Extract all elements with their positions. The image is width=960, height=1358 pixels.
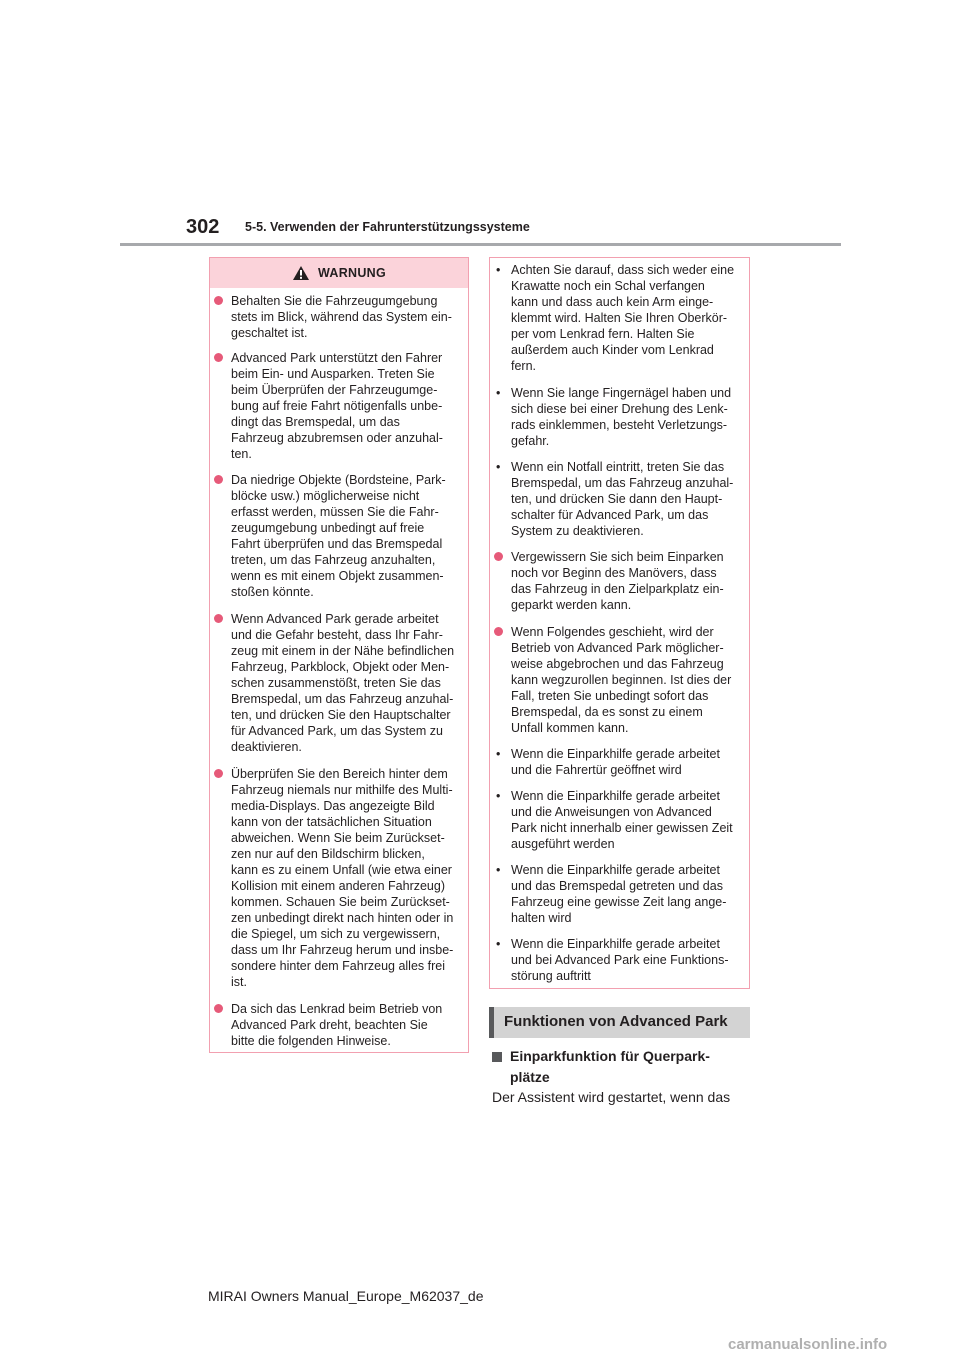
bullet-icon xyxy=(214,475,223,484)
watermark: carmanualsonline.info xyxy=(728,1336,888,1353)
page-number: 302 xyxy=(186,216,220,238)
warning-subitem xyxy=(494,459,746,539)
small-bullet-icon: • xyxy=(496,863,501,877)
warning-subitem-text: Wenn Sie lange Fingernägel haben und sich diese bei einer Drehung des Lenk- rads einklemmen, besteht Verletzungs- gefahr. xyxy=(511,386,732,448)
warning-item-text: Da sich das Lenkrad beim Betrieb von Advanced Park dreht, beachten Sie bitte die folgenden Hinweise. xyxy=(231,1002,443,1048)
small-bullet-icon: • xyxy=(496,747,501,761)
warning-item-text: Da niedrige Objekte (Bordsteine, Park- blöcke usw.) möglicherweise nicht erfasst werden, müssen Sie die Fahr- zeugumgebung unbedingt auf freie Fahrt überprüfen und das Bremspedal treten, um das Fahrzeug anzuhalten, wenn es mit einem Objekt zusammen- stoßen könnte. xyxy=(231,473,446,599)
warning-subitem-text: Wenn ein Notfall eintritt, treten Sie das Bremspedal, um das Fahrzeug anzuhal- ten, und drücken Sie dann den Haupt- schalter für Advanced Park, um das System zu deaktivieren. xyxy=(511,460,734,538)
warning-item xyxy=(214,350,464,462)
bullet-icon xyxy=(214,769,223,778)
warning-item xyxy=(494,549,746,613)
warning-item xyxy=(214,472,464,600)
warning-subitem xyxy=(494,862,746,926)
warning-item xyxy=(214,293,464,341)
bullet-icon xyxy=(494,552,503,561)
chapter-title: 5-5. Verwenden der Fahrunterstützungssysteme xyxy=(245,220,530,234)
warning-item-text: Wenn Advanced Park gerade arbeitet und die Gefahr besteht, dass Ihr Fahr- zeug mit einem in der Nähe befindlichen Fahrzeug, Parkblock, Objekt oder Men- schen zusammenstößt, treten Sie das Bremspedal, um das Fahrzeug anzuhal- ten, und drücken Sie den Hauptschalter für Advanced Park, um das System zu deaktivieren. xyxy=(231,612,455,754)
warning-item xyxy=(214,611,464,755)
warning-subitem xyxy=(494,746,746,778)
square-bullet-icon xyxy=(492,1052,502,1062)
small-bullet-icon: • xyxy=(496,789,501,803)
warning-item-text: Überprüfen Sie den Bereich hinter dem Fahrzeug niemals nur mithilfe des Multi- media-Displays. Das angezeigte Bild kann von der tatsächlichen Situation abweichen. Wenn Sie beim Zurückset- zen nur auf den Bildschirm blicken, kann es zu einem Unfall (wie etwa einer Kollision mit einem anderen Fahrzeug) kommen. Schauen Sie beim Zurückset- zen unbedingt direkt nach hinten oder in die Spiegel, um sich zu vergewissern, dass um Ihr Fahrzeug herum und insbe- sondere hinter dem Fahrzeug alles frei ist. xyxy=(231,767,454,989)
small-bullet-icon: • xyxy=(496,386,501,400)
warning-label: WARNUNG xyxy=(317,266,387,280)
warning-subitem-text: Wenn die Einparkhilfe gerade arbeitet und die Anweisungen von Advanced Park nicht innerhalb einer gewissen Zeit ausgeführt werden xyxy=(511,789,733,851)
bullet-icon xyxy=(214,1004,223,1013)
small-bullet-icon: • xyxy=(496,263,501,277)
warning-item-text: Vergewissern Sie sich beim Einparken noch vor Beginn des Manövers, dass das Fahrzeug in den Zielparkplatz ein- geparkt werden kann. xyxy=(511,550,724,612)
footer-manual-id: MIRAI Owners Manual_Europe_M62037_de xyxy=(208,1288,484,1304)
warning-item xyxy=(214,1001,464,1049)
warning-header xyxy=(210,258,468,288)
warning-subitem-text: Wenn die Einparkhilfe gerade arbeitet und bei Advanced Park eine Funktions- störung auftritt xyxy=(511,937,729,983)
warning-subitem xyxy=(494,936,746,984)
header-divider xyxy=(120,243,841,246)
warning-subitem-text: Wenn die Einparkhilfe gerade arbeitet und die Fahrertür geöffnet wird xyxy=(511,747,720,777)
warning-item-text: Behalten Sie die Fahrzeugumgebung stets im Blick, während das System ein- geschaltet ist. xyxy=(231,294,452,340)
section-heading-bar xyxy=(489,1007,750,1038)
warning-item xyxy=(214,766,464,990)
subheading: Einparkfunktion für Querpark- plätze xyxy=(510,1048,710,1085)
bullet-icon xyxy=(494,627,503,636)
warning-subitem xyxy=(494,262,746,374)
bullet-icon xyxy=(214,353,223,362)
small-bullet-icon: • xyxy=(496,460,501,474)
warning-subitem-text: Achten Sie darauf, dass sich weder eine Krawatte noch ein Schal verfangen kann und dass auch kein Arm einge- klemmt wird. Halten Sie Ihren Oberkör- per vom Lenkrad fern. Halten Sie außerdem auch Kinder vom Lenkrad fern. xyxy=(511,263,735,373)
warning-item-text: Wenn Folgendes geschieht, wird der Betrieb von Advanced Park möglicher- weise abgebrochen und das Fahrzeug kann wegzurollen beginnen. Ist dies der Fall, treten Sie unbedingt sofort das Bremspedal, da es sonst zu einem Unfall kommen kann. xyxy=(511,625,732,735)
small-bullet-icon: • xyxy=(496,937,501,951)
bullet-icon xyxy=(214,614,223,623)
warning-subitem xyxy=(494,385,746,449)
warning-triangle-icon xyxy=(292,265,310,281)
section-heading: Funktionen von Advanced Park xyxy=(504,1013,728,1030)
warning-item-text: Advanced Park unterstützt den Fahrer beim Ein- und Ausparken. Treten Sie beim Überprüfen der Fahrzeugumge- bung auf freie Fahrt nötigenfalls unbe- dingt das Bremspedal, um das Fahrzeug abzubremsen oder anzuhal- ten. xyxy=(231,351,443,461)
bullet-icon xyxy=(214,296,223,305)
body-paragraph: Der Assistent wird gestartet, wenn das xyxy=(492,1089,731,1105)
warning-subitem xyxy=(494,788,746,852)
warning-item xyxy=(494,624,746,736)
warning-subitem-text: Wenn die Einparkhilfe gerade arbeitet und das Bremspedal getreten und das Fahrzeug eine gewisse Zeit lang ange- halten wird xyxy=(511,863,727,925)
